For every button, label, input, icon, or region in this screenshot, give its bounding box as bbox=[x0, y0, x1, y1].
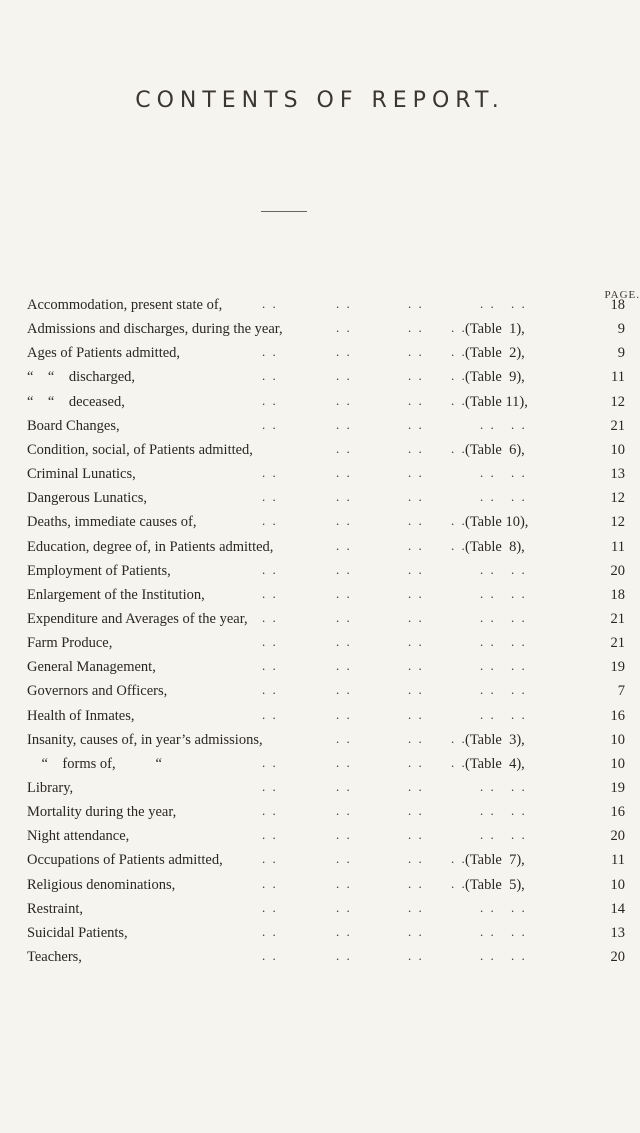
leader-dots bbox=[0, 946, 640, 968]
entry-table-ref: (Table 3), bbox=[465, 731, 525, 748]
entry-label: Enlargement of the Institution, bbox=[27, 586, 205, 603]
leader-dot: . . bbox=[336, 416, 352, 432]
entry-page-number: 10 bbox=[610, 755, 625, 772]
leader-dot: . . bbox=[451, 851, 467, 867]
entry-label: General Management, bbox=[27, 659, 156, 676]
leader-dot: . . bbox=[262, 923, 278, 939]
leader-dot: . . bbox=[408, 561, 424, 577]
entry-label: “ “ deceased, bbox=[27, 393, 125, 410]
leader-dot: . . bbox=[336, 754, 352, 770]
leader-dot: . . bbox=[511, 899, 527, 915]
entry-label: Teachers, bbox=[27, 949, 82, 966]
leader-dot: . . bbox=[262, 296, 278, 311]
leader-dots bbox=[0, 584, 640, 606]
contents-entry bbox=[0, 511, 640, 533]
entry-page-number: 12 bbox=[610, 514, 625, 531]
entry-page-number: 20 bbox=[610, 949, 625, 966]
leader-dot: . . bbox=[408, 465, 424, 481]
leader-dot: . . bbox=[408, 706, 424, 722]
leader-dot: . . bbox=[408, 537, 424, 553]
leader-dot: . . bbox=[408, 779, 424, 794]
leader-dot: . . bbox=[336, 682, 352, 698]
entry-label: Condition, social, of Patients admitted, bbox=[27, 441, 253, 458]
contents-entry bbox=[0, 946, 640, 968]
leader-dot: . . bbox=[480, 416, 496, 432]
entry-table-ref: (Table 10), bbox=[465, 514, 529, 531]
leader-dot: . . bbox=[336, 658, 352, 674]
entry-page-number: 16 bbox=[610, 707, 625, 724]
entry-table-ref: (Table 8), bbox=[465, 538, 525, 555]
entry-label: Religious denominations, bbox=[27, 876, 176, 893]
leader-dot: . . bbox=[480, 561, 496, 577]
contents-entry bbox=[0, 608, 640, 630]
leader-dot: . . bbox=[262, 344, 278, 360]
leader-dot: . . bbox=[262, 706, 278, 722]
leader-dot: . . bbox=[408, 513, 424, 529]
leader-dot: . . bbox=[336, 537, 352, 553]
leader-dot: . . bbox=[480, 609, 496, 625]
entry-table-ref: (Table 6), bbox=[465, 441, 525, 458]
leader-dot: . . bbox=[451, 392, 467, 408]
entry-table-ref: (Table 4), bbox=[465, 755, 525, 772]
contents-entry bbox=[0, 849, 640, 871]
leader-dots bbox=[0, 898, 640, 920]
entry-label: Restraint, bbox=[27, 900, 83, 917]
entry-label: Suicidal Patients, bbox=[27, 924, 128, 941]
entry-label: Board Changes, bbox=[27, 417, 120, 434]
leader-dot: . . bbox=[451, 344, 467, 360]
leader-dot: . . bbox=[511, 682, 527, 698]
leader-dot: . . bbox=[336, 609, 352, 625]
leader-dots bbox=[0, 560, 640, 582]
leader-dot: . . bbox=[336, 923, 352, 939]
leader-dot: . . bbox=[408, 948, 424, 964]
leader-dot: . . bbox=[262, 851, 278, 867]
leader-dot: . . bbox=[336, 392, 352, 408]
entry-label: Admissions and discharges, during the year, bbox=[27, 321, 283, 338]
entry-table-ref: (Table 1), bbox=[465, 321, 525, 338]
contents-entry bbox=[0, 874, 640, 896]
leader-dot: . . bbox=[262, 682, 278, 698]
entry-page-number: 11 bbox=[611, 538, 625, 555]
leader-dot: . . bbox=[408, 875, 424, 891]
leader-dot: . . bbox=[511, 803, 527, 819]
leader-dot: . . bbox=[262, 465, 278, 481]
leader-dot: . . bbox=[408, 827, 424, 843]
leader-dot: . . bbox=[336, 827, 352, 843]
leader-dots bbox=[0, 511, 640, 533]
leader-dots bbox=[0, 656, 640, 678]
leader-dot: . . bbox=[511, 923, 527, 939]
contents-entry bbox=[0, 415, 640, 437]
leader-dot: . . bbox=[336, 803, 352, 819]
leader-dot: . . bbox=[408, 489, 424, 505]
leader-dot: . . bbox=[336, 296, 352, 311]
contents-entry bbox=[0, 536, 640, 558]
entry-page-number: 14 bbox=[610, 900, 625, 917]
leader-dot: . . bbox=[480, 585, 496, 601]
entry-page-number: 19 bbox=[610, 659, 625, 676]
entry-label: Dangerous Lunatics, bbox=[27, 490, 147, 507]
leader-dot: . . bbox=[511, 948, 527, 964]
leader-dot: . . bbox=[408, 392, 424, 408]
leader-dot: . . bbox=[451, 368, 467, 384]
entry-page-number: 21 bbox=[610, 417, 625, 434]
page-title: CONTENTS OF REPORT. bbox=[135, 88, 505, 113]
entry-table-ref: (Table 7), bbox=[465, 852, 525, 869]
contents-entry bbox=[0, 705, 640, 727]
entry-page-number: 20 bbox=[610, 828, 625, 845]
leader-dot: . . bbox=[511, 489, 527, 505]
leader-dot: . . bbox=[511, 658, 527, 674]
leader-dot: . . bbox=[262, 634, 278, 650]
leader-dot: . . bbox=[408, 344, 424, 360]
contents-entry bbox=[0, 632, 640, 654]
leader-dot: . . bbox=[408, 296, 424, 311]
contents-entry bbox=[0, 318, 640, 340]
entry-label: Health of Inmates, bbox=[27, 707, 135, 724]
leader-dot: . . bbox=[336, 585, 352, 601]
entry-label: Deaths, immediate causes of, bbox=[27, 514, 197, 531]
leader-dot: . . bbox=[408, 754, 424, 770]
leader-dot: . . bbox=[480, 296, 496, 311]
contents-entry bbox=[0, 294, 640, 316]
contents-entry bbox=[0, 898, 640, 920]
leader-dot: . . bbox=[262, 875, 278, 891]
entry-label: Employment of Patients, bbox=[27, 562, 171, 579]
leader-dots bbox=[0, 439, 640, 461]
leader-dot: . . bbox=[511, 416, 527, 432]
entry-label: Education, degree of, in Patients admitted, bbox=[27, 538, 274, 555]
entry-page-number: 7 bbox=[617, 683, 625, 700]
leader-dot: . . bbox=[408, 682, 424, 698]
contents-entry bbox=[0, 487, 640, 509]
leader-dot: . . bbox=[336, 465, 352, 481]
leader-dots bbox=[0, 874, 640, 896]
entry-page-number: 16 bbox=[610, 804, 625, 821]
leader-dots bbox=[0, 536, 640, 558]
entry-page-number: 10 bbox=[610, 731, 625, 748]
leader-dot: . . bbox=[262, 561, 278, 577]
entry-label: “ forms of, “ bbox=[27, 755, 162, 772]
entry-label: Mortality during the year, bbox=[27, 804, 177, 821]
entry-page-number: 20 bbox=[610, 562, 625, 579]
leader-dot: . . bbox=[408, 730, 424, 746]
leader-dots bbox=[0, 318, 640, 340]
leader-dot: . . bbox=[480, 948, 496, 964]
leader-dot: . . bbox=[480, 634, 496, 650]
leader-dot: . . bbox=[408, 609, 424, 625]
leader-dot: . . bbox=[262, 585, 278, 601]
leader-dot: . . bbox=[480, 682, 496, 698]
entry-label: Farm Produce, bbox=[27, 635, 113, 652]
contents-entry bbox=[0, 680, 640, 702]
leader-dot: . . bbox=[262, 827, 278, 843]
contents-entry bbox=[0, 801, 640, 823]
entry-table-ref: (Table 9), bbox=[465, 369, 525, 386]
leader-dot: . . bbox=[262, 658, 278, 674]
entry-table-ref: (Table 5), bbox=[465, 876, 525, 893]
leader-dot: . . bbox=[262, 803, 278, 819]
leader-dot: . . bbox=[480, 658, 496, 674]
contents-entry bbox=[0, 342, 640, 364]
entry-label: Governors and Officers, bbox=[27, 683, 168, 700]
contents-entry bbox=[0, 825, 640, 847]
leader-dot: . . bbox=[336, 513, 352, 529]
leader-dot: . . bbox=[336, 368, 352, 384]
leader-dot: . . bbox=[480, 923, 496, 939]
entry-page-number: 18 bbox=[610, 586, 625, 603]
leader-dot: . . bbox=[336, 730, 352, 746]
leader-dot: . . bbox=[262, 754, 278, 770]
entry-page-number: 9 bbox=[617, 321, 625, 338]
entry-label: Night attendance, bbox=[27, 828, 130, 845]
leader-dot: . . bbox=[336, 561, 352, 577]
leader-dots bbox=[0, 294, 640, 316]
leader-dots bbox=[0, 777, 640, 799]
entry-table-ref: (Table 2), bbox=[465, 345, 525, 362]
leader-dot: . . bbox=[408, 585, 424, 601]
leader-dots bbox=[0, 753, 640, 775]
leader-dot: . . bbox=[408, 899, 424, 915]
leader-dot: . . bbox=[480, 489, 496, 505]
leader-dot: . . bbox=[336, 634, 352, 650]
leader-dot: . . bbox=[451, 320, 467, 336]
leader-dot: . . bbox=[511, 585, 527, 601]
leader-dot: . . bbox=[451, 730, 467, 746]
entry-page-number: 10 bbox=[610, 441, 625, 458]
leader-dot: . . bbox=[480, 899, 496, 915]
leader-dots bbox=[0, 487, 640, 509]
leader-dot: . . bbox=[336, 440, 352, 456]
leader-dot: . . bbox=[511, 296, 527, 311]
leader-dot: . . bbox=[408, 368, 424, 384]
leader-dot: . . bbox=[336, 320, 352, 336]
contents-entry bbox=[0, 922, 640, 944]
entry-label: “ “ discharged, bbox=[27, 369, 136, 386]
leader-dot: . . bbox=[408, 923, 424, 939]
leader-dot: . . bbox=[480, 706, 496, 722]
leader-dot: . . bbox=[511, 827, 527, 843]
contents-entry bbox=[0, 584, 640, 606]
leader-dots bbox=[0, 922, 640, 944]
entry-page-number: 12 bbox=[610, 490, 625, 507]
leader-dot: . . bbox=[262, 416, 278, 432]
leader-dot: . . bbox=[336, 489, 352, 505]
leader-dot: . . bbox=[408, 658, 424, 674]
leader-dots bbox=[0, 366, 640, 388]
leader-dot: . . bbox=[451, 537, 467, 553]
leader-dot: . . bbox=[511, 609, 527, 625]
leader-dots bbox=[0, 632, 640, 654]
contents-entry bbox=[0, 777, 640, 799]
contents-entry bbox=[0, 560, 640, 582]
leader-dots bbox=[0, 825, 640, 847]
entry-page-number: 10 bbox=[610, 876, 625, 893]
page-column-header: PAGE. bbox=[604, 289, 640, 301]
leader-dot: . . bbox=[262, 609, 278, 625]
leader-dot: . . bbox=[262, 513, 278, 529]
entry-page-number: 9 bbox=[617, 345, 625, 362]
leader-dot: . . bbox=[262, 948, 278, 964]
leader-dots bbox=[0, 608, 640, 630]
leader-dots bbox=[0, 801, 640, 823]
leader-dot: . . bbox=[480, 803, 496, 819]
entry-label: Ages of Patients admitted, bbox=[27, 345, 181, 362]
leader-dot: . . bbox=[408, 851, 424, 867]
leader-dots bbox=[0, 391, 640, 413]
entry-page-number: 13 bbox=[610, 924, 625, 941]
entry-label: Expenditure and Averages of the year, bbox=[27, 610, 248, 627]
leader-dots bbox=[0, 415, 640, 437]
leader-dots bbox=[0, 342, 640, 364]
entry-page-number: 19 bbox=[610, 780, 625, 796]
contents-entry bbox=[0, 729, 640, 751]
leader-dot: . . bbox=[480, 779, 496, 794]
leader-dot: . . bbox=[262, 899, 278, 915]
leader-dot: . . bbox=[336, 706, 352, 722]
leader-dot: . . bbox=[511, 561, 527, 577]
entry-table-ref: (Table 11), bbox=[465, 393, 528, 410]
entry-page-number: 11 bbox=[611, 852, 625, 869]
title-divider bbox=[261, 211, 307, 212]
leader-dot: . . bbox=[480, 465, 496, 481]
leader-dot: . . bbox=[511, 465, 527, 481]
leader-dot: . . bbox=[451, 440, 467, 456]
entry-page-number: 21 bbox=[610, 635, 625, 652]
leader-dot: . . bbox=[408, 320, 424, 336]
leader-dot: . . bbox=[336, 948, 352, 964]
leader-dot: . . bbox=[408, 416, 424, 432]
entry-page-number: 13 bbox=[610, 466, 625, 483]
leader-dot: . . bbox=[451, 875, 467, 891]
leader-dots bbox=[0, 729, 640, 751]
leader-dot: . . bbox=[408, 634, 424, 650]
leader-dot: . . bbox=[408, 803, 424, 819]
leader-dot: . . bbox=[408, 440, 424, 456]
entry-label: Occupations of Patients admitted, bbox=[27, 852, 223, 869]
leader-dot: . . bbox=[511, 779, 527, 794]
leader-dot: . . bbox=[336, 851, 352, 867]
leader-dot: . . bbox=[262, 392, 278, 408]
entry-label: Criminal Lunatics, bbox=[27, 466, 136, 483]
leader-dot: . . bbox=[451, 754, 467, 770]
leader-dot: . . bbox=[336, 899, 352, 915]
leader-dot: . . bbox=[511, 706, 527, 722]
contents-entry bbox=[0, 391, 640, 413]
contents-entry bbox=[0, 366, 640, 388]
leader-dot: . . bbox=[480, 827, 496, 843]
leader-dot: . . bbox=[336, 344, 352, 360]
entry-label: Insanity, causes of, in year’s admissions, bbox=[27, 731, 263, 748]
entry-label: Accommodation, present state of, bbox=[27, 297, 223, 313]
contents-entry bbox=[0, 439, 640, 461]
leader-dot: . . bbox=[262, 368, 278, 384]
leader-dot: . . bbox=[262, 779, 278, 794]
leader-dots bbox=[0, 705, 640, 727]
contents-entry bbox=[0, 656, 640, 678]
entry-page-number: 11 bbox=[611, 369, 625, 386]
leader-dots bbox=[0, 849, 640, 871]
entry-page-number: 21 bbox=[610, 610, 625, 627]
leader-dot: . . bbox=[336, 875, 352, 891]
contents-entry bbox=[0, 463, 640, 485]
entry-page-number: 18 bbox=[610, 297, 625, 313]
leader-dot: . . bbox=[262, 489, 278, 505]
contents-entry bbox=[0, 753, 640, 775]
leader-dots bbox=[0, 463, 640, 485]
leader-dot: . . bbox=[451, 513, 467, 529]
entry-label: Library, bbox=[27, 780, 74, 796]
leader-dot: . . bbox=[336, 779, 352, 794]
leader-dot: . . bbox=[511, 634, 527, 650]
entry-page-number: 12 bbox=[610, 393, 625, 410]
leader-dots bbox=[0, 680, 640, 702]
